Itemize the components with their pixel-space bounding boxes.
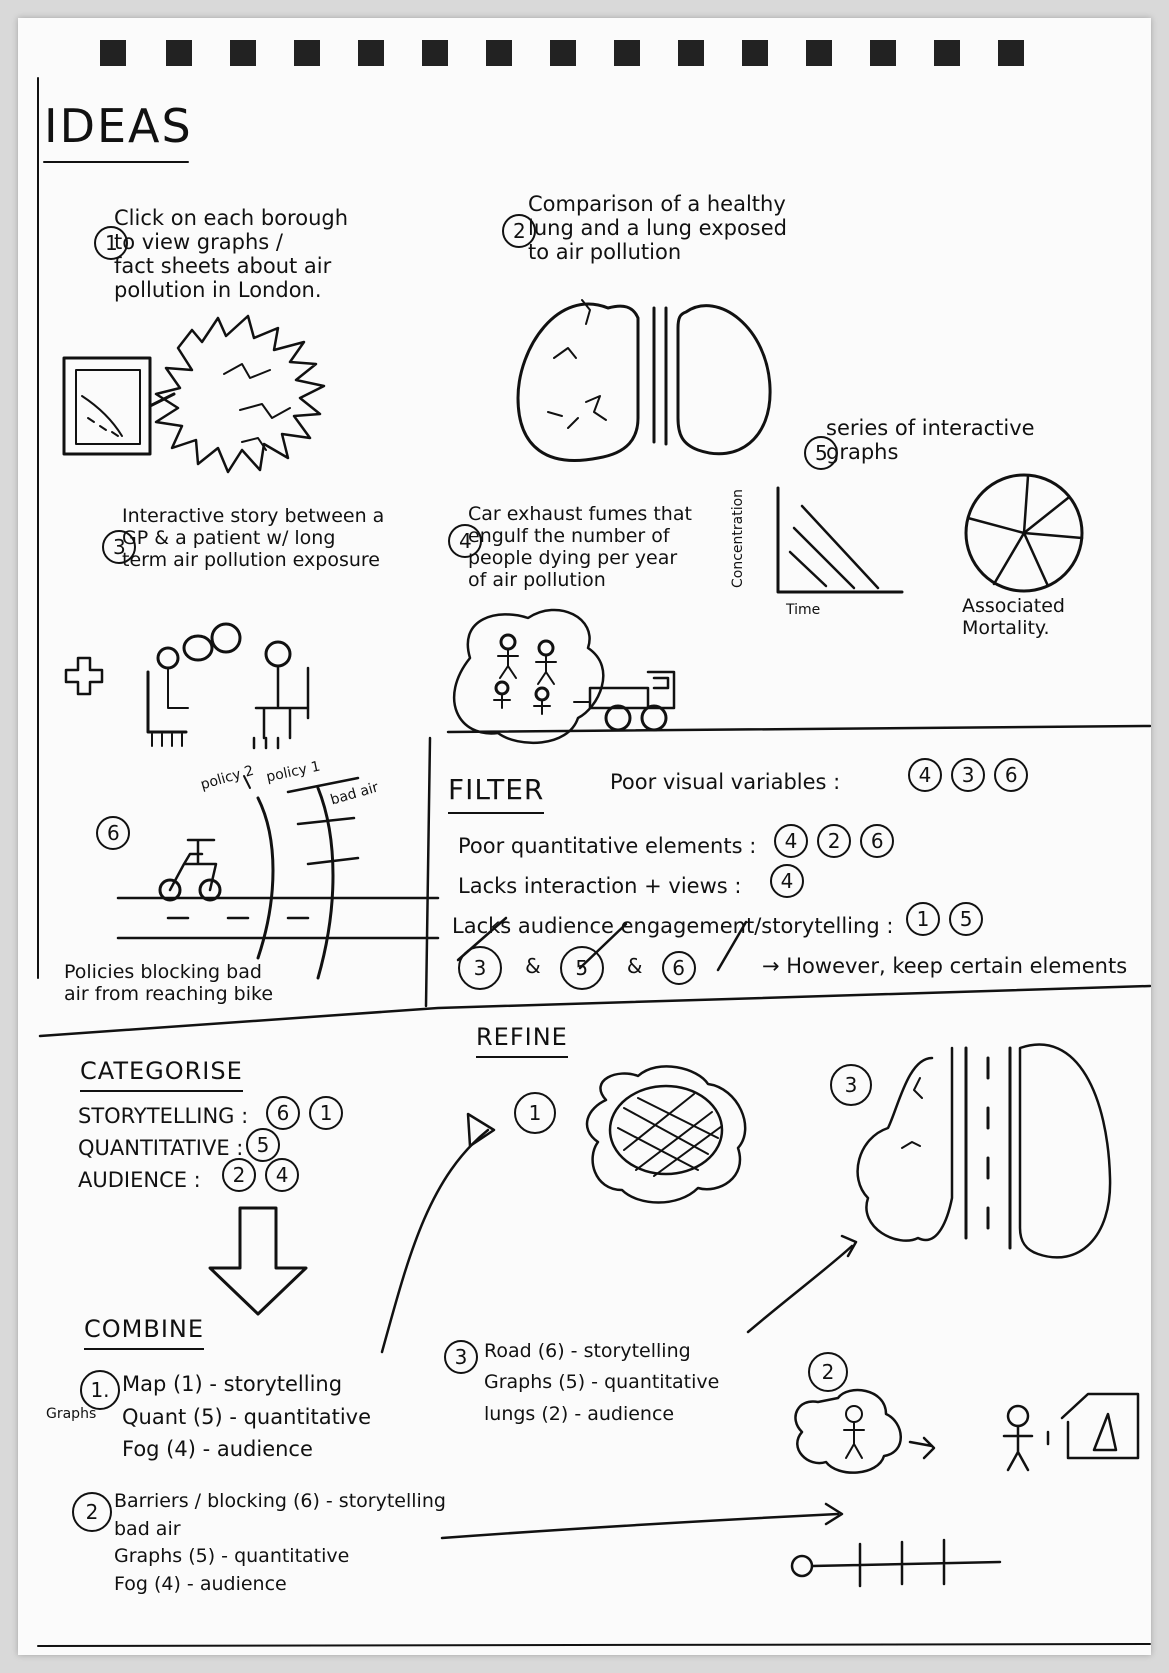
graph-x-label: Time: [786, 602, 821, 618]
idea-5-number: 5: [804, 436, 838, 470]
filter-row-1-numbers: [908, 758, 1032, 792]
categorise-row-2-label: QUANTITATIVE :: [78, 1136, 244, 1160]
refine-1: [514, 1092, 560, 1134]
idea-2-number: 2: [502, 214, 536, 248]
combine-1-text: Map (1) - storytelling Quant (5) - quantitative Fog (4) - audience: [122, 1372, 372, 1462]
idea-4-number: 4: [448, 524, 482, 558]
bad-air-label: bad air: [328, 779, 381, 809]
graph-y-label: Concentration: [730, 488, 746, 588]
filter-row-5-label: → However, keep certain elements: [762, 954, 1128, 978]
policy-2-label: policy 2: [198, 762, 256, 794]
idea-3-text: Interactive story between a GP & a patient w/ long term air pollution exposure: [122, 505, 385, 571]
combine-heading: COMBINE: [84, 1316, 204, 1350]
combine-3: [444, 1340, 482, 1374]
filter-number: 3: [951, 758, 985, 792]
filter-row-3-label: Lacks interaction + views :: [458, 874, 742, 898]
refine-3-number: 3: [830, 1064, 872, 1106]
filter-heading: FILTER: [448, 774, 544, 814]
combine-3-text: Road (6) - storytelling Graphs (5) - quantitative lungs (2) - audience: [484, 1340, 720, 1425]
spiral-binding: [100, 40, 1024, 66]
refine-heading: REFINE: [476, 1024, 568, 1058]
combine-2: [72, 1492, 116, 1532]
filter-number: 4: [774, 824, 808, 858]
filter-row-2-numbers: [774, 824, 898, 858]
sketch-page: [18, 18, 1151, 1655]
filter-number: 6: [860, 824, 894, 858]
idea-2-text: Comparison of a healthy lung and a lung exposed to air pollution: [528, 192, 787, 265]
filter-number: 4: [908, 758, 942, 792]
idea-5-text: series of interactive graphs: [826, 416, 1035, 465]
refine-2-number: 2: [808, 1352, 848, 1392]
categorise-row-3-numbers: [222, 1158, 303, 1192]
combine-1-number: 1.: [80, 1370, 120, 1410]
filter-row-2-label: Poor quantitative elements :: [458, 834, 757, 858]
idea-1-number: 1: [94, 226, 128, 260]
combine-2-text: Barriers / blocking (6) - storytelling bad air Graphs (5) - quantitative Fog (4) - audience: [114, 1490, 446, 1595]
idea-1-text: Click on each borough to view graphs / fact sheets about air pollution in London.: [114, 206, 349, 303]
categorise-row-1-numbers: [266, 1096, 347, 1130]
idea-3-number: 3: [102, 530, 136, 564]
categorise-row-3-label: AUDIENCE :: [78, 1168, 201, 1192]
filter-row-5-numbers: 3 & 5 & 6: [458, 946, 700, 990]
idea-4-text: Car exhaust fumes that engulf the number of people dying per year of air pollution: [468, 503, 692, 591]
filter-number: 4: [770, 864, 804, 898]
filter-row-1-label: Poor visual variables :: [610, 770, 841, 794]
categorise-row-2-numbers: [246, 1128, 284, 1162]
categorise-number: 6: [266, 1096, 300, 1130]
ideas-heading: IDEAS: [44, 99, 193, 153]
filter-row-4-label: Lacks audience engagement/storytelling :: [452, 914, 894, 938]
filter-number: 5: [560, 946, 604, 990]
refine-2: [808, 1352, 852, 1392]
categorise-number: 5: [246, 1128, 280, 1162]
combine-1-side-label: Graphs: [46, 1406, 97, 1422]
categorise-number: 4: [265, 1158, 299, 1192]
filter-number: 2: [817, 824, 851, 858]
refine-3: [830, 1064, 876, 1106]
categorise-number: 1: [309, 1096, 343, 1130]
combine-1: [80, 1370, 124, 1410]
filter-row-4-numbers: [906, 902, 987, 936]
categorise-row-1-label: STORYTELLING :: [78, 1104, 249, 1128]
filter-number: 6: [662, 951, 696, 985]
idea-6-number: 6: [96, 816, 130, 850]
policy-1-label: policy 1: [264, 758, 322, 786]
refine-1-number: 1: [514, 1092, 556, 1134]
combine-2-number: 2: [72, 1492, 112, 1532]
filter-number: 1: [906, 902, 940, 936]
filter-number: 5: [949, 902, 983, 936]
filter-number: 3: [458, 946, 502, 990]
filter-row-3-numbers: [770, 864, 808, 898]
combine-3-number: 3: [444, 1340, 478, 1374]
pie-label: Associated Mortality.: [962, 595, 1065, 639]
idea-6-caption: Policies blocking bad air from reaching bike: [64, 961, 274, 1005]
categorise-number: 2: [222, 1158, 256, 1192]
filter-number: 6: [994, 758, 1028, 792]
categorise-heading: CATEGORISE: [80, 1058, 243, 1092]
idea-6: [76, 798, 134, 869]
